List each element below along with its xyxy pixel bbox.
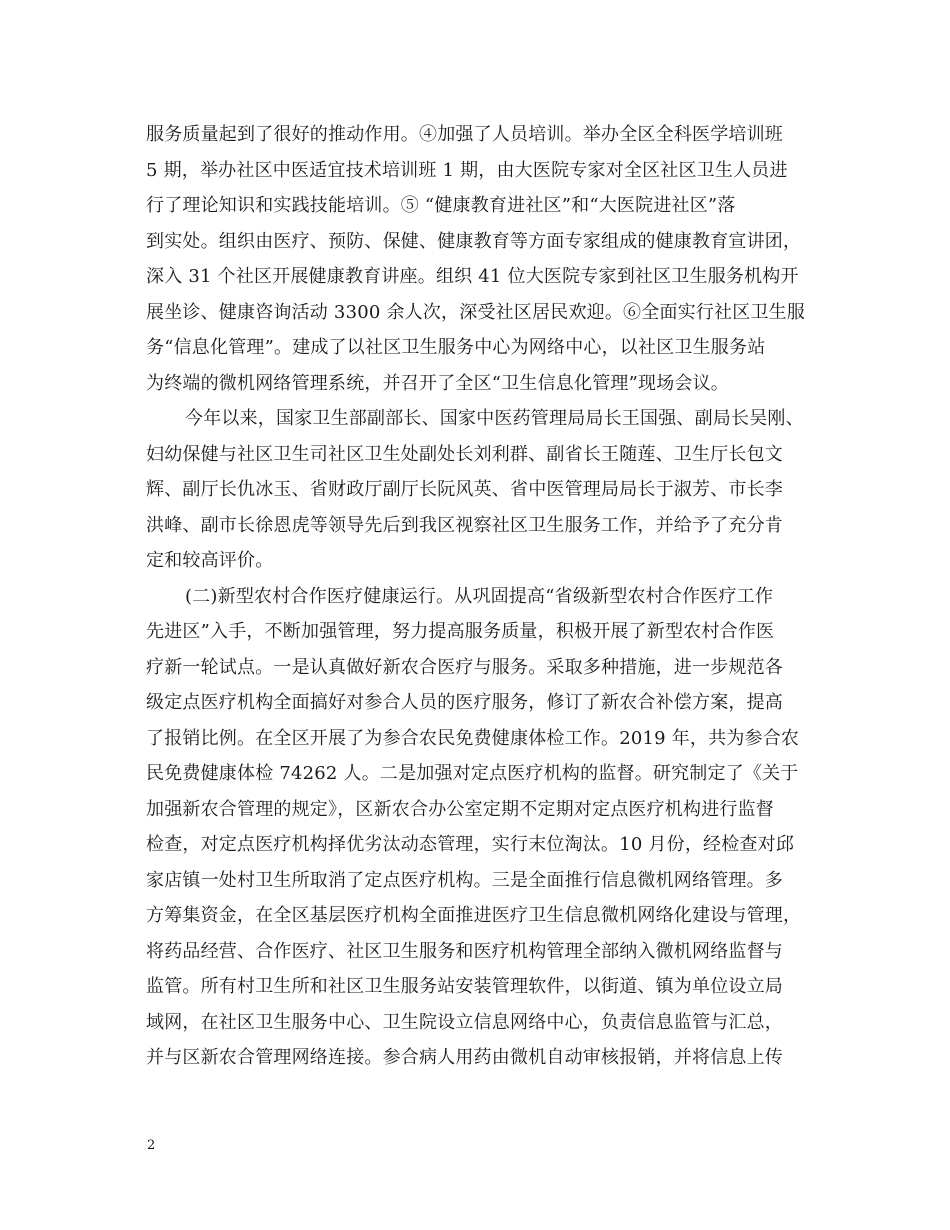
text-line: 为终端的微机网络管理系统，并召开了全区“卫生信息化管理”现场会议。	[146, 372, 730, 394]
text-line: 行了理论知识和实践技能培训。⑤ “健康教育进社区”和“大医院进社区”落	[146, 195, 736, 216]
text-line: 监管。所有村卫生所和社区卫生服务站安装管理软件，以街道、镇为单位设立局	[146, 976, 783, 997]
text-line: 方筹集资金，在全区基层医疗机构全面推进医疗卫生信息微机网络化建设与管理，	[146, 905, 802, 926]
text-line: 服务质量起到了很好的推动作用。④加强了人员培训。举办全区全科医学培训班	[146, 124, 783, 145]
text-line: 展坐诊、健康咨询活动 3300 余人次，深受社区居民欢迎。⑥全面实行社区卫生服	[146, 301, 806, 323]
section-heading-line: (二)新型农村合作医疗健康运行。从巩固提高“省级新型农村合作医疗工作	[185, 585, 774, 607]
text-line: 到实处。组织由医疗、预防、保健、健康教育等方面专家组成的健康教育宣讲团，	[146, 230, 802, 252]
page-number: 2	[147, 1138, 156, 1153]
text-line: 定和较高评价。	[146, 550, 274, 571]
text-line: 5 期，举办社区中医适宜技术培训班 1 期，由大医院专家对全区社区卫生人员进	[146, 159, 788, 181]
text-line: 妇幼保健与社区卫生司社区卫生处副处长刘利群、副省长王随莲、卫生厅长包文	[146, 443, 783, 465]
text-line: 辉、副厅长仇冰玉、省财政厅副厅长阮风英、省中医管理局局长于淑芳、市长李	[146, 479, 783, 500]
text-line: 检查，对定点医疗机构择优劣汰动态管理，实行末位淘汰。10 月份，经检查对邱	[146, 834, 795, 855]
text-line: 深入 31 个社区开展健康教育讲座。组织 41 位大医院专家到社区卫生服务机构开	[146, 266, 799, 287]
text-line: 先进区”入手，不断加强管理，努力提高服务质量，积极开展了新型农村合作医	[146, 621, 775, 642]
text-line: 洪峰、副市长徐恩虎等领导先后到我区视察社区卫生服务工作，并给予了充分肯	[146, 514, 783, 536]
text-line: 民免费健康体检 74262 人。二是加强对定点医疗机构的监督。研究制定了《关于	[146, 763, 799, 784]
text-line: 并与区新农合管理网络连接。参合病人用药由微机自动审核报销，并将信息上传	[146, 1047, 783, 1068]
text-line: 疗新一轮试点。一是认真做好新农合医疗与服务。采取多种措施，进一步规范各	[146, 656, 783, 678]
text-line: 域网，在社区卫生服务中心、卫生院设立信息网络中心，负责信息监管与汇总，	[146, 1011, 783, 1033]
text-line: 家店镇一处村卫生所取消了定点医疗机构。三是全面推行信息微机网络管理。多	[146, 869, 783, 891]
text-line: 务“信息化管理”。建成了以社区卫生服务中心为网络中心，以社区卫生服务站	[146, 337, 766, 358]
text-line: 加强新农合管理的规定》，区新农合办公室定期不定期对定点医疗机构进行监督	[146, 798, 774, 820]
paragraph-start-line: 今年以来，国家卫生部副部长、国家中医药管理局局长王国强、副局长吴刚、	[185, 408, 804, 429]
text-line: 将药品经营、合作医疗、社区卫生服务和医疗机构管理全部纳入微机网络监督与	[146, 940, 783, 962]
text-line: 了报销比例。在全区开展了为参合农民免费健康体检工作。2019 年，共为参合农	[146, 727, 800, 749]
text-line: 级定点医疗机构全面搞好对参合人员的医疗服务，修订了新农合补偿方案，提高	[146, 692, 783, 713]
body-text	[146, 117, 816, 1076]
